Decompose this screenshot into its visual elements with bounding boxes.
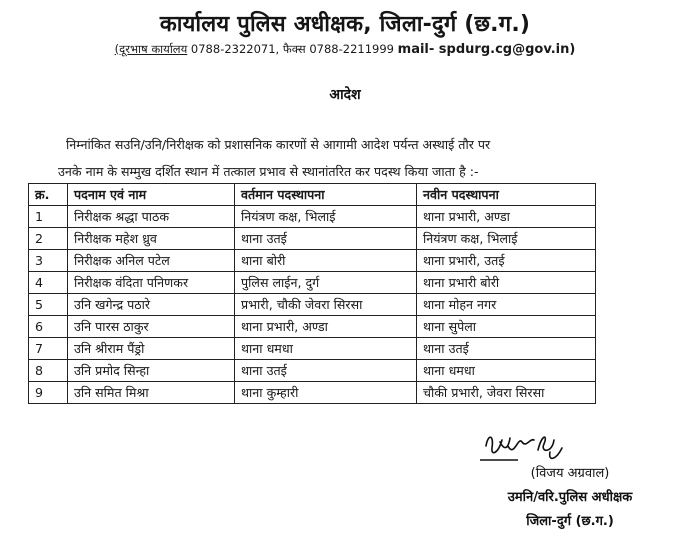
order-paragraph: [58, 131, 626, 185]
row-new-post: थाना धमधा: [417, 360, 596, 382]
row-current-post: थाना उतई: [235, 228, 417, 250]
transfer-table: [28, 183, 596, 404]
table-row: [29, 206, 596, 228]
row-serial: 4: [29, 272, 68, 294]
table-row: [29, 294, 596, 316]
row-new-post: चौकी प्रभारी, जेवरा सिरसा: [417, 382, 596, 404]
row-serial: 9: [29, 382, 68, 404]
row-current-post: नियंत्रण कक्ष, भिलाई: [235, 206, 417, 228]
row-new-post: थाना प्रभारी बोरी: [417, 272, 596, 294]
row-name: निरीक्षक महेश ध्रुव: [68, 228, 235, 250]
row-serial: 5: [29, 294, 68, 316]
col-current-post-header: वर्तमान पदस्थापना: [235, 184, 417, 206]
table-row: [29, 272, 596, 294]
row-serial: 3: [29, 250, 68, 272]
table-header-row: [29, 184, 596, 206]
contact-phones: 0788-2322071, फैक्स 0788-2211999: [190, 42, 394, 56]
row-name: उनि श्रीराम पैंड्रो: [68, 338, 235, 360]
row-serial: 1: [29, 206, 68, 228]
signature-block: [470, 462, 670, 534]
col-name-header: पदनाम एवं नाम: [68, 184, 235, 206]
row-serial: 6: [29, 316, 68, 338]
signatory-district: जिला-दुर्ग (छ.ग.): [526, 514, 614, 529]
paragraph-line-1: निम्नांकित सउनि/उनि/निरीक्षक को प्रशासनिक कारणों से आगामी आदेश पर्यन्त अस्थाई तौर पर: [66, 137, 491, 152]
row-new-post: थाना मोहन नगर: [417, 294, 596, 316]
signatory-designation: उमनि/वरि.पुलिस अधीक्षक: [507, 490, 633, 505]
col-serial-header: क्र.: [29, 184, 68, 206]
row-name: उनि प्रमोद सिन्हा: [68, 360, 235, 382]
row-new-post: थाना उतई: [417, 338, 596, 360]
row-name: निरीक्षक अनिल पटेल: [68, 250, 235, 272]
row-current-post: थाना प्रभारी, अण्डा: [235, 316, 417, 338]
contact-mail: mail- spdurg.cg@gov.in): [397, 42, 576, 57]
row-serial: 2: [29, 228, 68, 250]
table-row: [29, 338, 596, 360]
row-current-post: थाना उतई: [235, 360, 417, 382]
row-new-post: थाना सुपेला: [417, 316, 596, 338]
table-row: [29, 360, 596, 382]
row-current-post: थाना बोरी: [235, 250, 417, 272]
row-new-post: थाना प्रभारी, उतई: [417, 250, 596, 272]
row-name: उनि समित मिश्रा: [68, 382, 235, 404]
row-name: निरीक्षक श्रद्धा पाठक: [68, 206, 235, 228]
row-serial: 7: [29, 338, 68, 360]
row-name: निरीक्षक वंदिता पनिणकर: [68, 272, 235, 294]
contact-label: (दूरभाष कार्यालय: [114, 42, 188, 56]
table-row: [29, 250, 596, 272]
row-name: उनि पारस ठाकुर: [68, 316, 235, 338]
row-name: उनि खगेन्द्र पठारे: [68, 294, 235, 316]
paragraph-line-2: उनके नाम के सम्मुख दर्शित स्थान में तत्काल प्रभाव से स्थानांतरित कर पदस्थ किया जाता है :-: [58, 164, 479, 179]
row-current-post: थाना धमधा: [235, 338, 417, 360]
order-heading: आदेश: [329, 87, 361, 103]
office-title: कार्यालय पुलिस अधीक्षक, जिला-दुर्ग (छ.ग.): [159, 12, 531, 37]
table-row: [29, 228, 596, 250]
table-row: [29, 316, 596, 338]
contact-line: [0, 42, 690, 57]
row-new-post: थाना प्रभारी, अण्डा: [417, 206, 596, 228]
table-row: [29, 382, 596, 404]
row-current-post: पुलिस लाईन, दुर्ग: [235, 272, 417, 294]
row-new-post: नियंत्रण कक्ष, भिलाई: [417, 228, 596, 250]
signatory-name: (विजय अग्रवाल): [530, 466, 610, 481]
col-new-post-header: नवीन पदस्थापना: [417, 184, 596, 206]
row-current-post: प्रभारी, चौकी जेवरा सिरसा: [235, 294, 417, 316]
row-serial: 8: [29, 360, 68, 382]
row-current-post: थाना कुम्हारी: [235, 382, 417, 404]
